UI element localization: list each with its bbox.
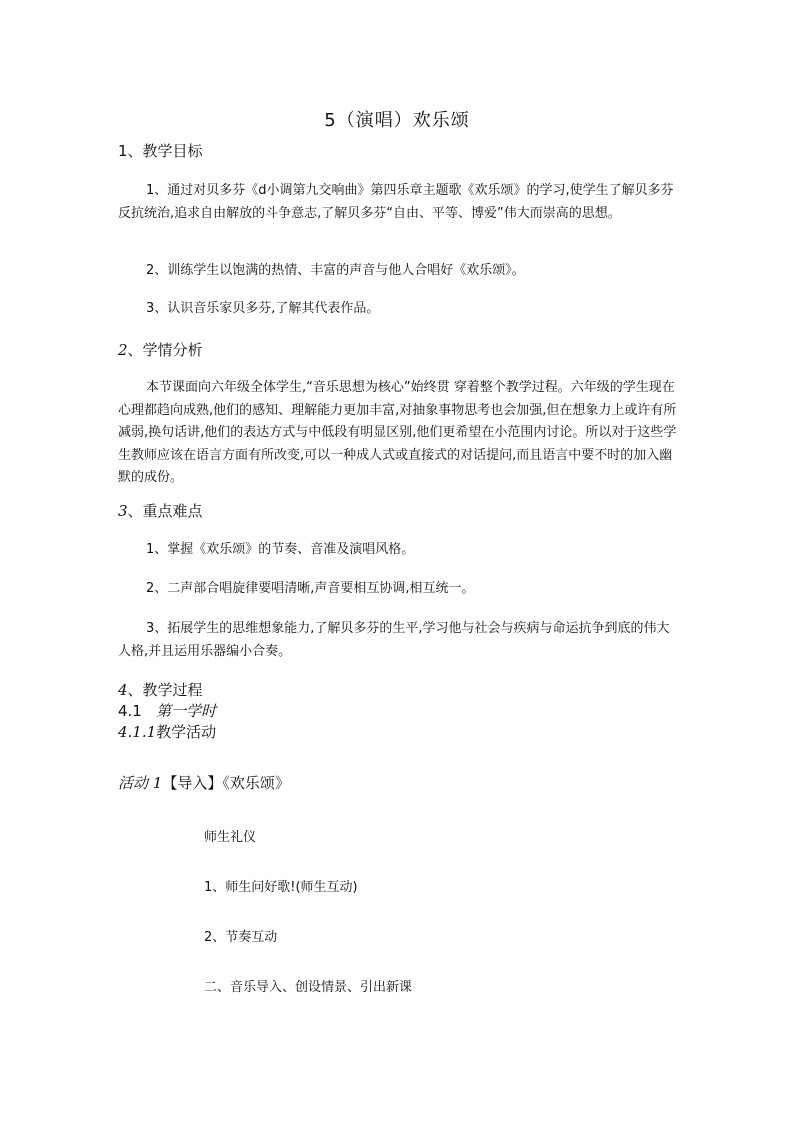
activity-label: 活动 1: [118, 774, 163, 792]
section-3-title: 、重点难点: [127, 502, 203, 520]
activity-line-4: 二、音乐导入、创设情景、引出新课: [204, 980, 413, 995]
section-1-item-2: 2、训练学生以饱满的热情、丰富的声音与他人合唱好《欢乐颂》。: [146, 263, 525, 278]
activity-heading: [118, 772, 290, 793]
section-2-body: 本节课面向六年级全体学生,“音乐思想为核心”始终贯 穿着整个教学过程。六年级的学生现在心理都趋向成熟,他们的感知、理解能力更加丰富,对抽象事物思考也会加强,但在想象力上或许有所减弱,换句话讲,他们的表达方式与中低段有明显区别,他们更希望在小范围内讨论。所以对于这些学生教师应该在语言方面有所改变,可以一种成人式或直接式的对话提问,而且语言中要不时的加入幽默的成份。: [118, 380, 677, 485]
section-3-heading: [118, 500, 203, 521]
section-1-heading: 1、教学目标: [118, 142, 203, 160]
activity-line-3: 2、节奏互动: [204, 930, 278, 945]
section-2-title: 、学情分析: [127, 341, 203, 359]
section-1-item-3: 3、认识音乐家贝多芬,了解其代表作品。: [146, 301, 380, 316]
section-3-item-1: 1、掌握《欢乐颂》的节奏、音准及演唱风格。: [146, 542, 415, 557]
section-1-item-1: 1、通过对贝多芬《d小调第九交响曲》第四乐章主题歌《欢乐颂》的学习,使学生了解贝多芬反抗统治,追求自由解放的斗争意志,了解贝多芬“自由、平等、博爱”伟大而崇高的思想。: [118, 183, 674, 221]
section-4-number: 4: [118, 681, 128, 699]
section-2-heading: [118, 339, 203, 360]
section-3-number: 3: [118, 502, 128, 520]
section-4-heading: [118, 679, 203, 700]
subsection-4-1-1-title: 教学活动: [156, 723, 217, 741]
subsection-4-1-title: 第一学时: [156, 702, 217, 720]
section-3-item-2: 2、二声部合唱旋律要唱清晰,声音要相互协调,相互统一。: [146, 581, 475, 596]
section-4-title: 、教学过程: [127, 681, 203, 699]
section-3-item-3: 3、拓展学生的思维想象能力,了解贝多芬的生平,学习他与社会与疾病与命运抗争到底的伟大人格,并且运用乐器编小合奏。: [118, 621, 670, 659]
subsection-4-1-number: 4.1: [118, 702, 142, 720]
section-2-number: 2: [118, 341, 128, 359]
activity-line-2: 1、师生问好歌!(师生互动): [204, 880, 358, 895]
subsection-4-1: [118, 700, 216, 721]
activity-title: 【导入】《欢乐颂》: [162, 774, 290, 792]
subsection-4-1-1: [118, 721, 216, 742]
subsection-4-1-1-number: 4.1.1: [118, 723, 157, 741]
activity-line-1: 师生礼仪: [204, 830, 257, 845]
page-title: 5（演唱）欢乐颂: [324, 110, 470, 131]
